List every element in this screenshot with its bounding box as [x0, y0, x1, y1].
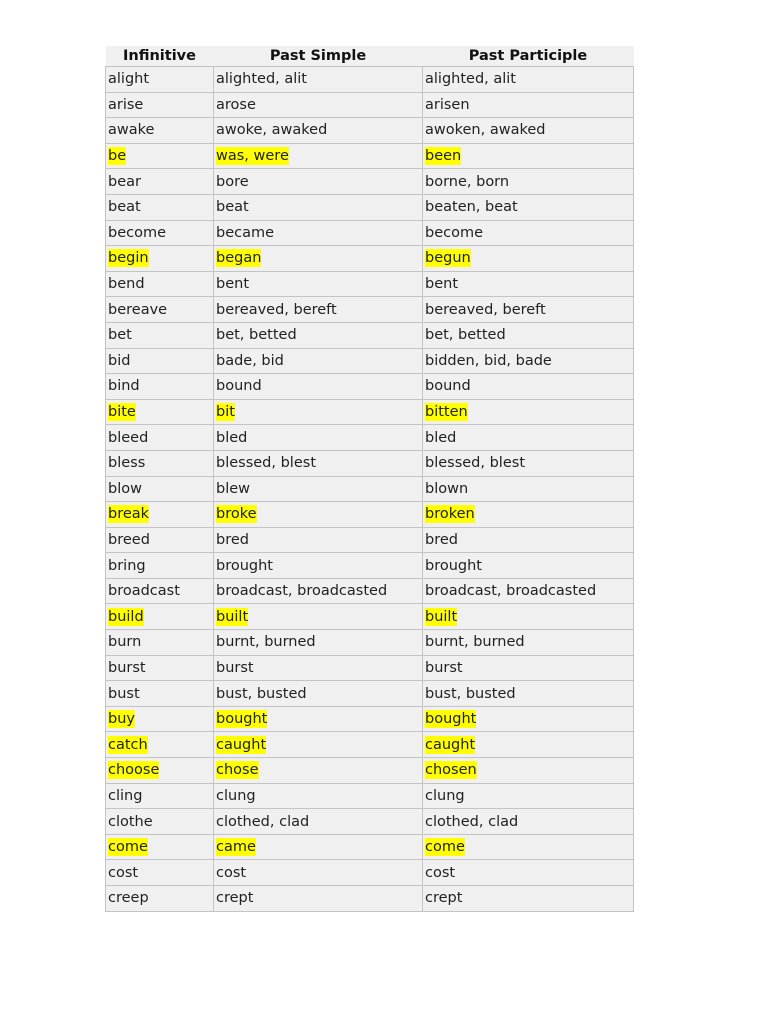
cell-past-simple-text: became	[216, 224, 275, 241]
cell-past-participle	[423, 246, 634, 272]
cell-past-simple-text: burst	[216, 659, 254, 676]
table-row	[106, 67, 634, 93]
cell-infinitive-text: come	[108, 839, 148, 856]
cell-past-participle	[423, 604, 634, 630]
cell-past-simple	[214, 118, 423, 144]
cell-infinitive	[106, 169, 214, 195]
cell-past-participle	[423, 834, 634, 860]
table-row	[106, 399, 634, 425]
cell-past-simple	[214, 860, 423, 886]
cell-past-participle-text: caught	[425, 736, 476, 753]
cell-past-simple	[214, 553, 423, 579]
cell-infinitive	[106, 732, 214, 758]
cell-past-participle-text: broken	[425, 506, 475, 523]
cell-past-participle-text: burnt, burned	[425, 634, 525, 651]
cell-past-simple	[214, 758, 423, 784]
cell-past-participle	[423, 706, 634, 732]
cell-infinitive-text: buy	[108, 711, 135, 728]
cell-infinitive	[106, 630, 214, 656]
cell-past-participle	[423, 732, 634, 758]
cell-infinitive	[106, 271, 214, 297]
table-row	[106, 681, 634, 707]
table-row	[106, 834, 634, 860]
cell-infinitive-text: burst	[108, 659, 146, 676]
cell-past-participle	[423, 271, 634, 297]
cell-infinitive-text: clothe	[108, 813, 153, 830]
cell-past-simple	[214, 783, 423, 809]
cell-infinitive	[106, 450, 214, 476]
cell-infinitive-text: burn	[108, 634, 142, 651]
cell-past-simple	[214, 502, 423, 528]
cell-past-simple-text: bit	[216, 404, 235, 421]
cell-past-participle-text: blown	[425, 480, 469, 497]
cell-past-participle	[423, 322, 634, 348]
cell-past-simple	[214, 194, 423, 220]
cell-past-participle	[423, 143, 634, 169]
cell-past-simple	[214, 399, 423, 425]
cell-past-participle	[423, 374, 634, 400]
cell-past-simple-text: alighted, alit	[216, 71, 307, 88]
cell-past-participle	[423, 450, 634, 476]
cell-past-participle	[423, 655, 634, 681]
cell-infinitive-text: breed	[108, 531, 150, 548]
cell-past-participle-text: burst	[425, 659, 463, 676]
cell-past-simple-text: clothed, clad	[216, 813, 310, 830]
table-row	[106, 194, 634, 220]
cell-past-simple	[214, 297, 423, 323]
cell-past-simple-text: burnt, burned	[216, 634, 316, 651]
cell-past-simple	[214, 578, 423, 604]
cell-past-simple	[214, 655, 423, 681]
cell-infinitive	[106, 578, 214, 604]
cell-past-participle	[423, 67, 634, 93]
cell-infinitive	[106, 553, 214, 579]
cell-infinitive-text: become	[108, 224, 167, 241]
table-row	[106, 630, 634, 656]
cell-past-simple-text: was, were	[216, 148, 289, 165]
table-row	[106, 578, 634, 604]
cell-past-participle-text: crept	[425, 890, 463, 907]
cell-past-simple-text: clung	[216, 787, 256, 804]
cell-past-simple-text: broadcast, broadcasted	[216, 583, 388, 600]
table-row	[106, 502, 634, 528]
cell-infinitive	[106, 604, 214, 630]
cell-infinitive-text: bind	[108, 378, 140, 395]
cell-infinitive-text: build	[108, 608, 144, 625]
table-row	[106, 527, 634, 553]
cell-infinitive	[106, 860, 214, 886]
cell-past-simple-text: beat	[216, 199, 249, 216]
cell-infinitive	[106, 476, 214, 502]
header-past-participle: Past Participle	[423, 46, 634, 67]
cell-past-participle-text: become	[425, 224, 484, 241]
cell-past-participle-text: begun	[425, 250, 471, 267]
cell-past-participle	[423, 553, 634, 579]
cell-past-participle-text: bent	[425, 276, 459, 293]
cell-past-simple	[214, 67, 423, 93]
cell-past-simple-text: bore	[216, 173, 249, 190]
cell-infinitive-text: broadcast	[108, 583, 180, 600]
cell-infinitive	[106, 399, 214, 425]
cell-past-participle-text: clothed, clad	[425, 813, 519, 830]
cell-past-participle-text: bitten	[425, 404, 468, 421]
cell-infinitive-text: awake	[108, 122, 155, 139]
cell-infinitive-text: catch	[108, 736, 148, 753]
cell-infinitive-text: bet	[108, 327, 132, 344]
table-header	[106, 46, 634, 67]
cell-past-participle	[423, 476, 634, 502]
cell-infinitive-text: creep	[108, 890, 149, 907]
cell-infinitive	[106, 655, 214, 681]
cell-infinitive	[106, 246, 214, 272]
cell-past-participle	[423, 809, 634, 835]
table-row	[106, 425, 634, 451]
table-row	[106, 220, 634, 246]
cell-infinitive-text: bring	[108, 557, 146, 574]
header-past-simple: Past Simple	[214, 46, 423, 67]
cell-past-participle-text: bound	[425, 378, 471, 395]
table-row	[106, 169, 634, 195]
cell-infinitive-text: blow	[108, 480, 142, 497]
cell-past-participle-text: been	[425, 148, 462, 165]
cell-past-participle	[423, 399, 634, 425]
cell-infinitive-text: bleed	[108, 429, 149, 446]
cell-past-participle-text: bred	[425, 531, 458, 548]
cell-past-participle-text: bust, busted	[425, 685, 516, 702]
cell-past-simple-text: chose	[216, 762, 259, 779]
cell-past-participle	[423, 118, 634, 144]
cell-past-participle-text: bought	[425, 711, 477, 728]
cell-past-simple-text: bust, busted	[216, 685, 307, 702]
cell-infinitive	[106, 425, 214, 451]
cell-past-participle-text: bereaved, bereft	[425, 301, 546, 318]
cell-past-simple-text: bereaved, bereft	[216, 301, 337, 318]
cell-past-simple	[214, 322, 423, 348]
cell-infinitive-text: bereave	[108, 301, 168, 318]
cell-infinitive-text: bend	[108, 276, 145, 293]
cell-past-participle	[423, 860, 634, 886]
cell-infinitive	[106, 834, 214, 860]
cell-past-simple	[214, 374, 423, 400]
cell-infinitive	[106, 681, 214, 707]
cell-infinitive-text: beat	[108, 199, 141, 216]
cell-infinitive-text: bite	[108, 404, 136, 421]
cell-past-simple-text: bred	[216, 531, 249, 548]
cell-past-simple	[214, 143, 423, 169]
cell-infinitive	[106, 92, 214, 118]
cell-past-simple	[214, 527, 423, 553]
table-row	[106, 271, 634, 297]
table-row	[106, 706, 634, 732]
cell-infinitive-text: bust	[108, 685, 140, 702]
cell-past-simple-text: cost	[216, 864, 247, 881]
cell-past-simple-text: brought	[216, 557, 273, 574]
table-row	[106, 886, 634, 912]
cell-past-participle	[423, 578, 634, 604]
cell-past-simple-text: caught	[216, 736, 267, 753]
table-row	[106, 553, 634, 579]
cell-infinitive-text: alight	[108, 71, 150, 88]
cell-infinitive-text: cling	[108, 787, 143, 804]
table-body	[106, 67, 634, 912]
cell-past-simple	[214, 630, 423, 656]
cell-infinitive-text: bear	[108, 173, 141, 190]
cell-infinitive	[106, 374, 214, 400]
table-row	[106, 732, 634, 758]
cell-past-simple-text: came	[216, 839, 256, 856]
cell-infinitive	[106, 783, 214, 809]
cell-past-participle	[423, 92, 634, 118]
cell-past-simple	[214, 476, 423, 502]
cell-past-simple	[214, 220, 423, 246]
cell-past-participle	[423, 527, 634, 553]
cell-past-simple-text: bent	[216, 276, 250, 293]
cell-past-simple-text: awoke, awaked	[216, 122, 328, 139]
cell-past-participle-text: bidden, bid, bade	[425, 352, 552, 369]
cell-past-participle-text: brought	[425, 557, 482, 574]
header-infinitive: Infinitive	[106, 46, 214, 67]
cell-past-simple	[214, 271, 423, 297]
cell-infinitive	[106, 143, 214, 169]
cell-infinitive	[106, 706, 214, 732]
cell-past-simple-text: built	[216, 608, 249, 625]
cell-past-participle-text: chosen	[425, 762, 477, 779]
cell-infinitive	[106, 527, 214, 553]
cell-past-participle-text: cost	[425, 864, 456, 881]
table-row	[106, 655, 634, 681]
cell-past-simple	[214, 681, 423, 707]
cell-past-participle	[423, 169, 634, 195]
cell-past-simple-text: bound	[216, 378, 262, 395]
cell-past-simple-text: bled	[216, 429, 248, 446]
table-row	[106, 143, 634, 169]
cell-past-simple-text: began	[216, 250, 262, 267]
cell-infinitive	[106, 758, 214, 784]
cell-past-participle	[423, 630, 634, 656]
cell-past-participle	[423, 297, 634, 323]
cell-past-participle	[423, 681, 634, 707]
cell-infinitive	[106, 502, 214, 528]
cell-past-participle-text: borne, born	[425, 173, 510, 190]
cell-infinitive-text: break	[108, 506, 150, 523]
cell-past-simple	[214, 425, 423, 451]
table-row	[106, 758, 634, 784]
cell-past-participle	[423, 886, 634, 912]
table-row	[106, 246, 634, 272]
cell-infinitive	[106, 220, 214, 246]
cell-past-participle-text: arisen	[425, 96, 470, 113]
table-row	[106, 374, 634, 400]
cell-past-simple-text: broke	[216, 506, 257, 523]
cell-past-participle	[423, 348, 634, 374]
table-row	[106, 450, 634, 476]
cell-past-participle	[423, 783, 634, 809]
cell-past-participle-text: bet, betted	[425, 327, 506, 344]
cell-past-participle	[423, 425, 634, 451]
cell-infinitive	[106, 886, 214, 912]
cell-past-simple	[214, 732, 423, 758]
cell-past-participle-text: clung	[425, 787, 465, 804]
cell-past-simple	[214, 92, 423, 118]
cell-infinitive-text: cost	[108, 864, 139, 881]
cell-past-participle-text: alighted, alit	[425, 71, 516, 88]
cell-infinitive-text: arise	[108, 96, 144, 113]
cell-past-participle-text: bled	[425, 429, 457, 446]
cell-past-simple-text: crept	[216, 890, 254, 907]
cell-past-participle	[423, 502, 634, 528]
table-row	[106, 118, 634, 144]
cell-past-simple	[214, 834, 423, 860]
table-row	[106, 604, 634, 630]
cell-past-participle	[423, 758, 634, 784]
cell-past-simple	[214, 450, 423, 476]
cell-past-simple	[214, 604, 423, 630]
cell-infinitive	[106, 67, 214, 93]
cell-past-participle	[423, 220, 634, 246]
cell-past-simple-text: blessed, blest	[216, 455, 316, 472]
table-row	[106, 860, 634, 886]
cell-infinitive	[106, 322, 214, 348]
cell-past-simple	[214, 706, 423, 732]
cell-past-simple-text: bade, bid	[216, 352, 284, 369]
cell-past-simple	[214, 169, 423, 195]
table-row	[106, 92, 634, 118]
table-row	[106, 783, 634, 809]
cell-past-simple	[214, 348, 423, 374]
table-row	[106, 476, 634, 502]
cell-past-participle	[423, 194, 634, 220]
cell-past-participle-text: beaten, beat	[425, 199, 518, 216]
cell-past-simple	[214, 886, 423, 912]
cell-infinitive-text: bless	[108, 455, 146, 472]
cell-past-participle-text: awoken, awaked	[425, 122, 546, 139]
cell-infinitive	[106, 194, 214, 220]
cell-infinitive-text: begin	[108, 250, 149, 267]
cell-infinitive	[106, 118, 214, 144]
cell-past-participle-text: come	[425, 839, 465, 856]
cell-past-simple-text: bought	[216, 711, 268, 728]
cell-infinitive-text: be	[108, 148, 127, 165]
cell-past-participle-text: built	[425, 608, 458, 625]
table-row	[106, 297, 634, 323]
cell-past-simple-text: blew	[216, 480, 251, 497]
cell-past-participle-text: blessed, blest	[425, 455, 525, 472]
cell-past-simple	[214, 246, 423, 272]
cell-infinitive-text: choose	[108, 762, 160, 779]
cell-past-simple-text: arose	[216, 96, 256, 113]
irregular-verbs-table	[105, 46, 634, 912]
cell-past-participle-text: broadcast, broadcasted	[425, 583, 597, 600]
table-row	[106, 348, 634, 374]
table-row	[106, 809, 634, 835]
cell-infinitive	[106, 809, 214, 835]
table-row	[106, 322, 634, 348]
cell-past-simple-text: bet, betted	[216, 327, 297, 344]
cell-infinitive	[106, 348, 214, 374]
cell-infinitive-text: bid	[108, 352, 131, 369]
header-row	[106, 46, 634, 67]
cell-past-simple	[214, 809, 423, 835]
cell-infinitive	[106, 297, 214, 323]
